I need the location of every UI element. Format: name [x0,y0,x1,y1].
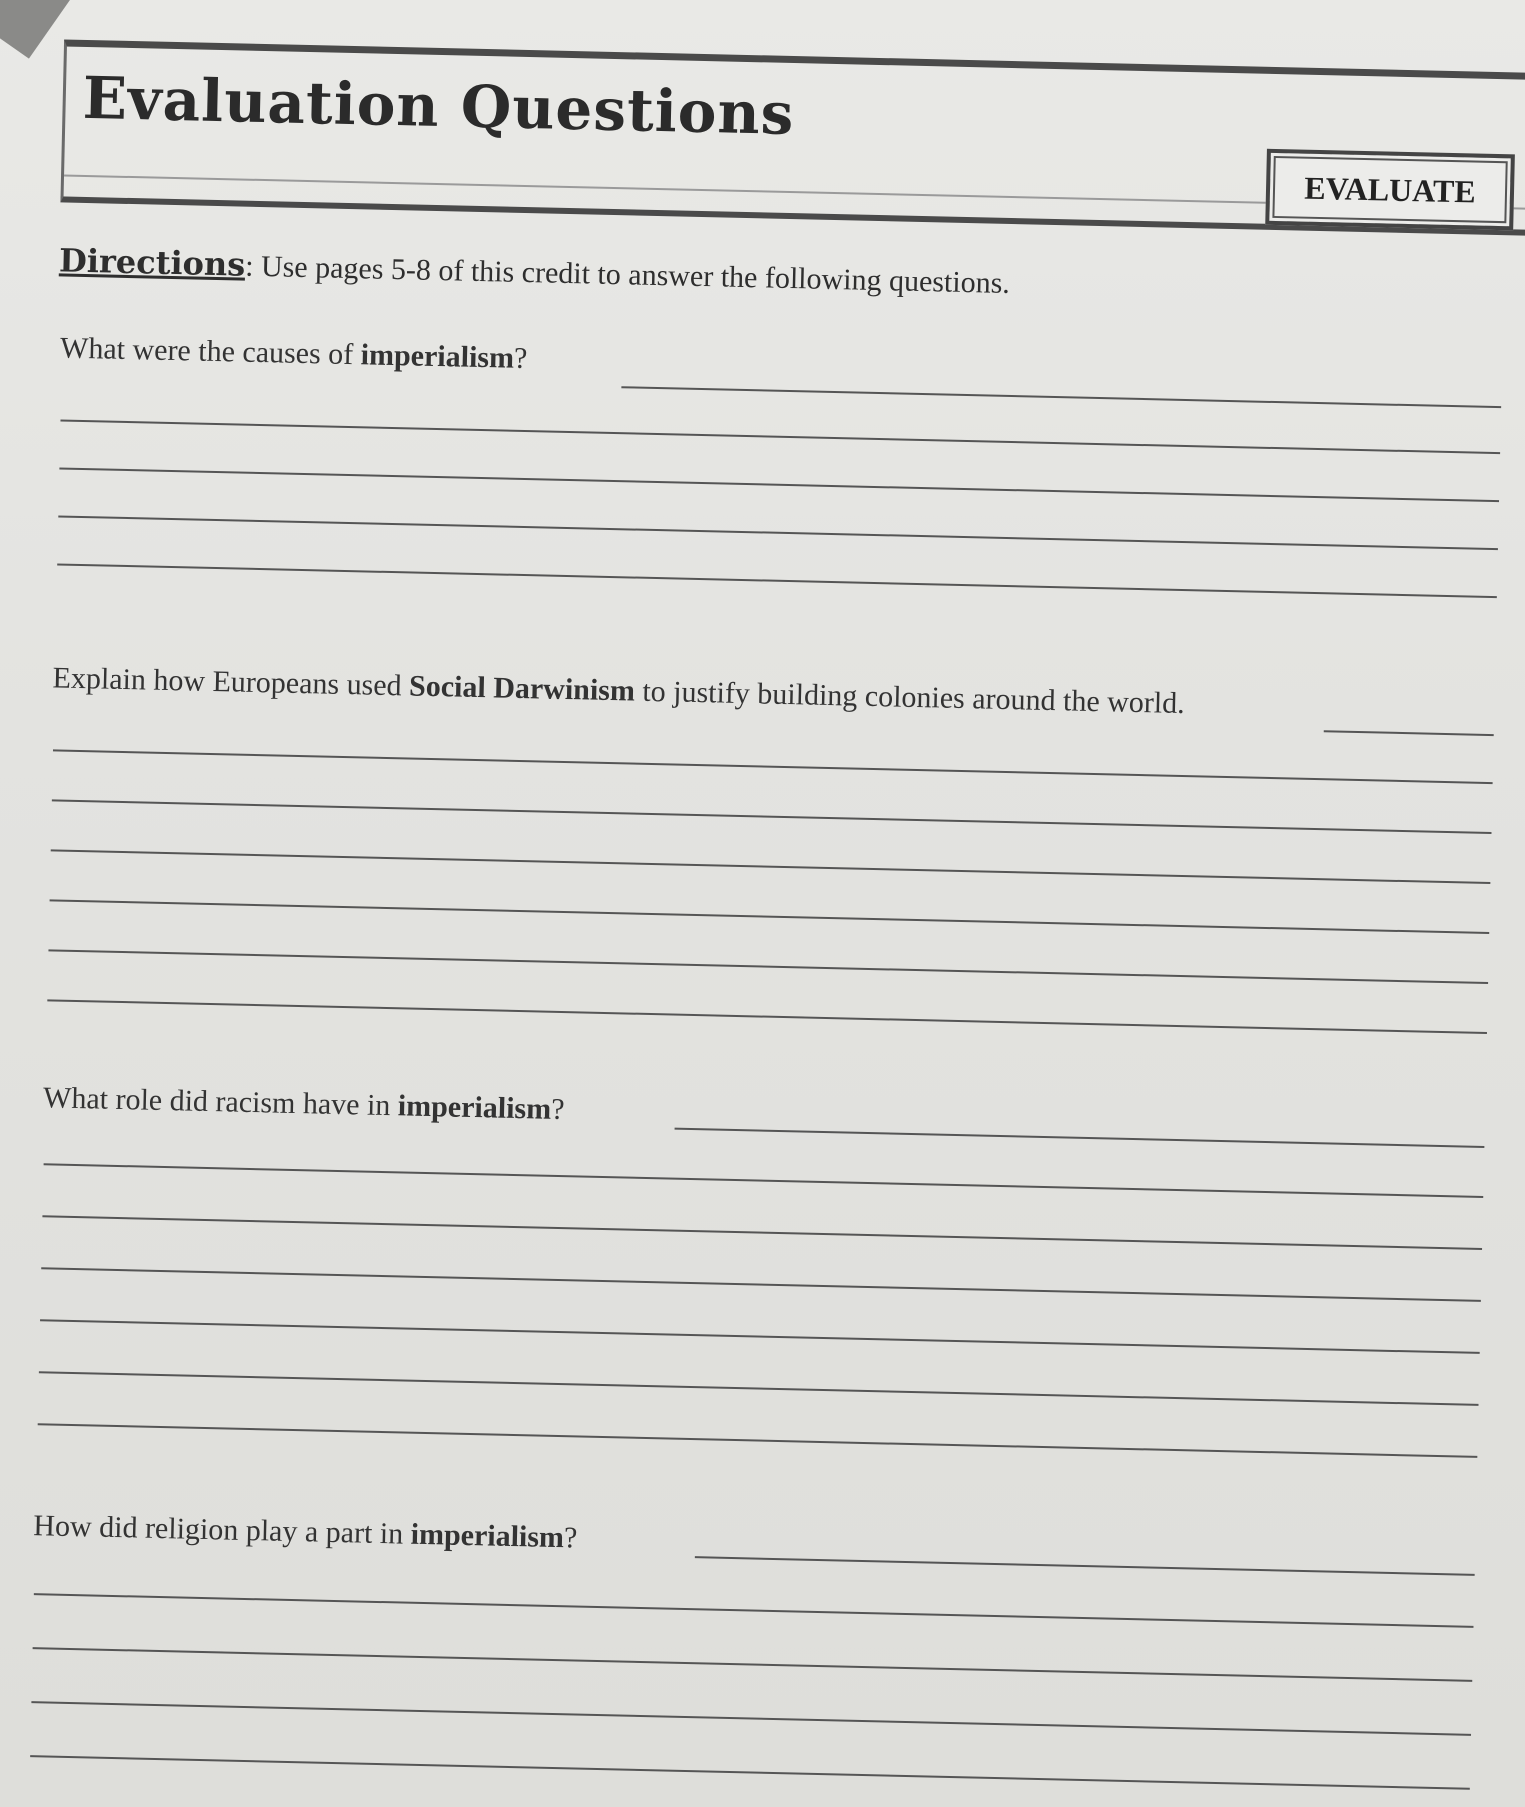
directions-label: Directions [58,241,246,284]
answer-line-1-1[interactable] [60,419,1500,454]
question-4-keyword: imperialism [410,1517,565,1555]
answer-line-3-3[interactable] [41,1267,1481,1302]
answer-line-2-5[interactable] [48,949,1488,984]
question-1-keyword: imperialism [360,338,515,375]
answer-line-2-4[interactable] [50,899,1490,934]
answer-line-1-3[interactable] [58,515,1498,550]
answer-line-2-1[interactable] [53,749,1493,784]
evaluate-badge: EVALUATE [1265,149,1515,231]
question-1 [60,331,528,376]
answer-line-4-0[interactable] [695,1556,1475,1576]
question-3-keyword: imperialism [397,1089,552,1126]
answer-line-2-3[interactable] [51,849,1491,884]
directions-text: : Use pages 5-8 of this credit to answer the following questions. [244,249,1011,300]
answer-line-4-1[interactable] [34,1593,1474,1628]
answer-line-3-2[interactable] [42,1215,1482,1250]
answer-line-2-6[interactable] [47,999,1487,1034]
answer-line-1-4[interactable] [57,563,1497,598]
question-2-end: to justify building colonies around the world. [634,674,1186,721]
question-2 [52,661,1185,721]
directions [59,241,1011,301]
question-2-text: Explain how Europeans used [52,661,410,703]
answer-line-3-5[interactable] [39,1371,1479,1406]
question-1-end: ? [513,341,528,376]
answer-line-3-4[interactable] [40,1319,1480,1354]
answer-line-4-4[interactable] [30,1755,1470,1790]
answer-line-1-2[interactable] [59,467,1499,502]
question-3 [43,1081,565,1127]
question-4-end: ? [563,1521,578,1555]
answer-line-2-0[interactable] [1324,730,1494,736]
answer-line-4-2[interactable] [33,1647,1473,1682]
page-title: Evaluation Questions [82,63,796,149]
question-1-text: What were the causes of [59,331,362,372]
answer-line-4-3[interactable] [31,1701,1471,1736]
answer-line-3-1[interactable] [44,1163,1484,1198]
question-4-text: How did religion play a part in [33,1509,412,1551]
question-2-keyword: Social Darwinism [408,669,636,708]
answer-line-2-2[interactable] [52,799,1492,834]
question-3-text: What role did racism have in [42,1081,399,1123]
answer-line-3-0[interactable] [675,1128,1485,1148]
answer-line-3-6[interactable] [38,1423,1478,1458]
answer-line-1-0[interactable] [621,386,1501,408]
question-3-end: ? [550,1092,565,1127]
question-4 [33,1509,578,1555]
